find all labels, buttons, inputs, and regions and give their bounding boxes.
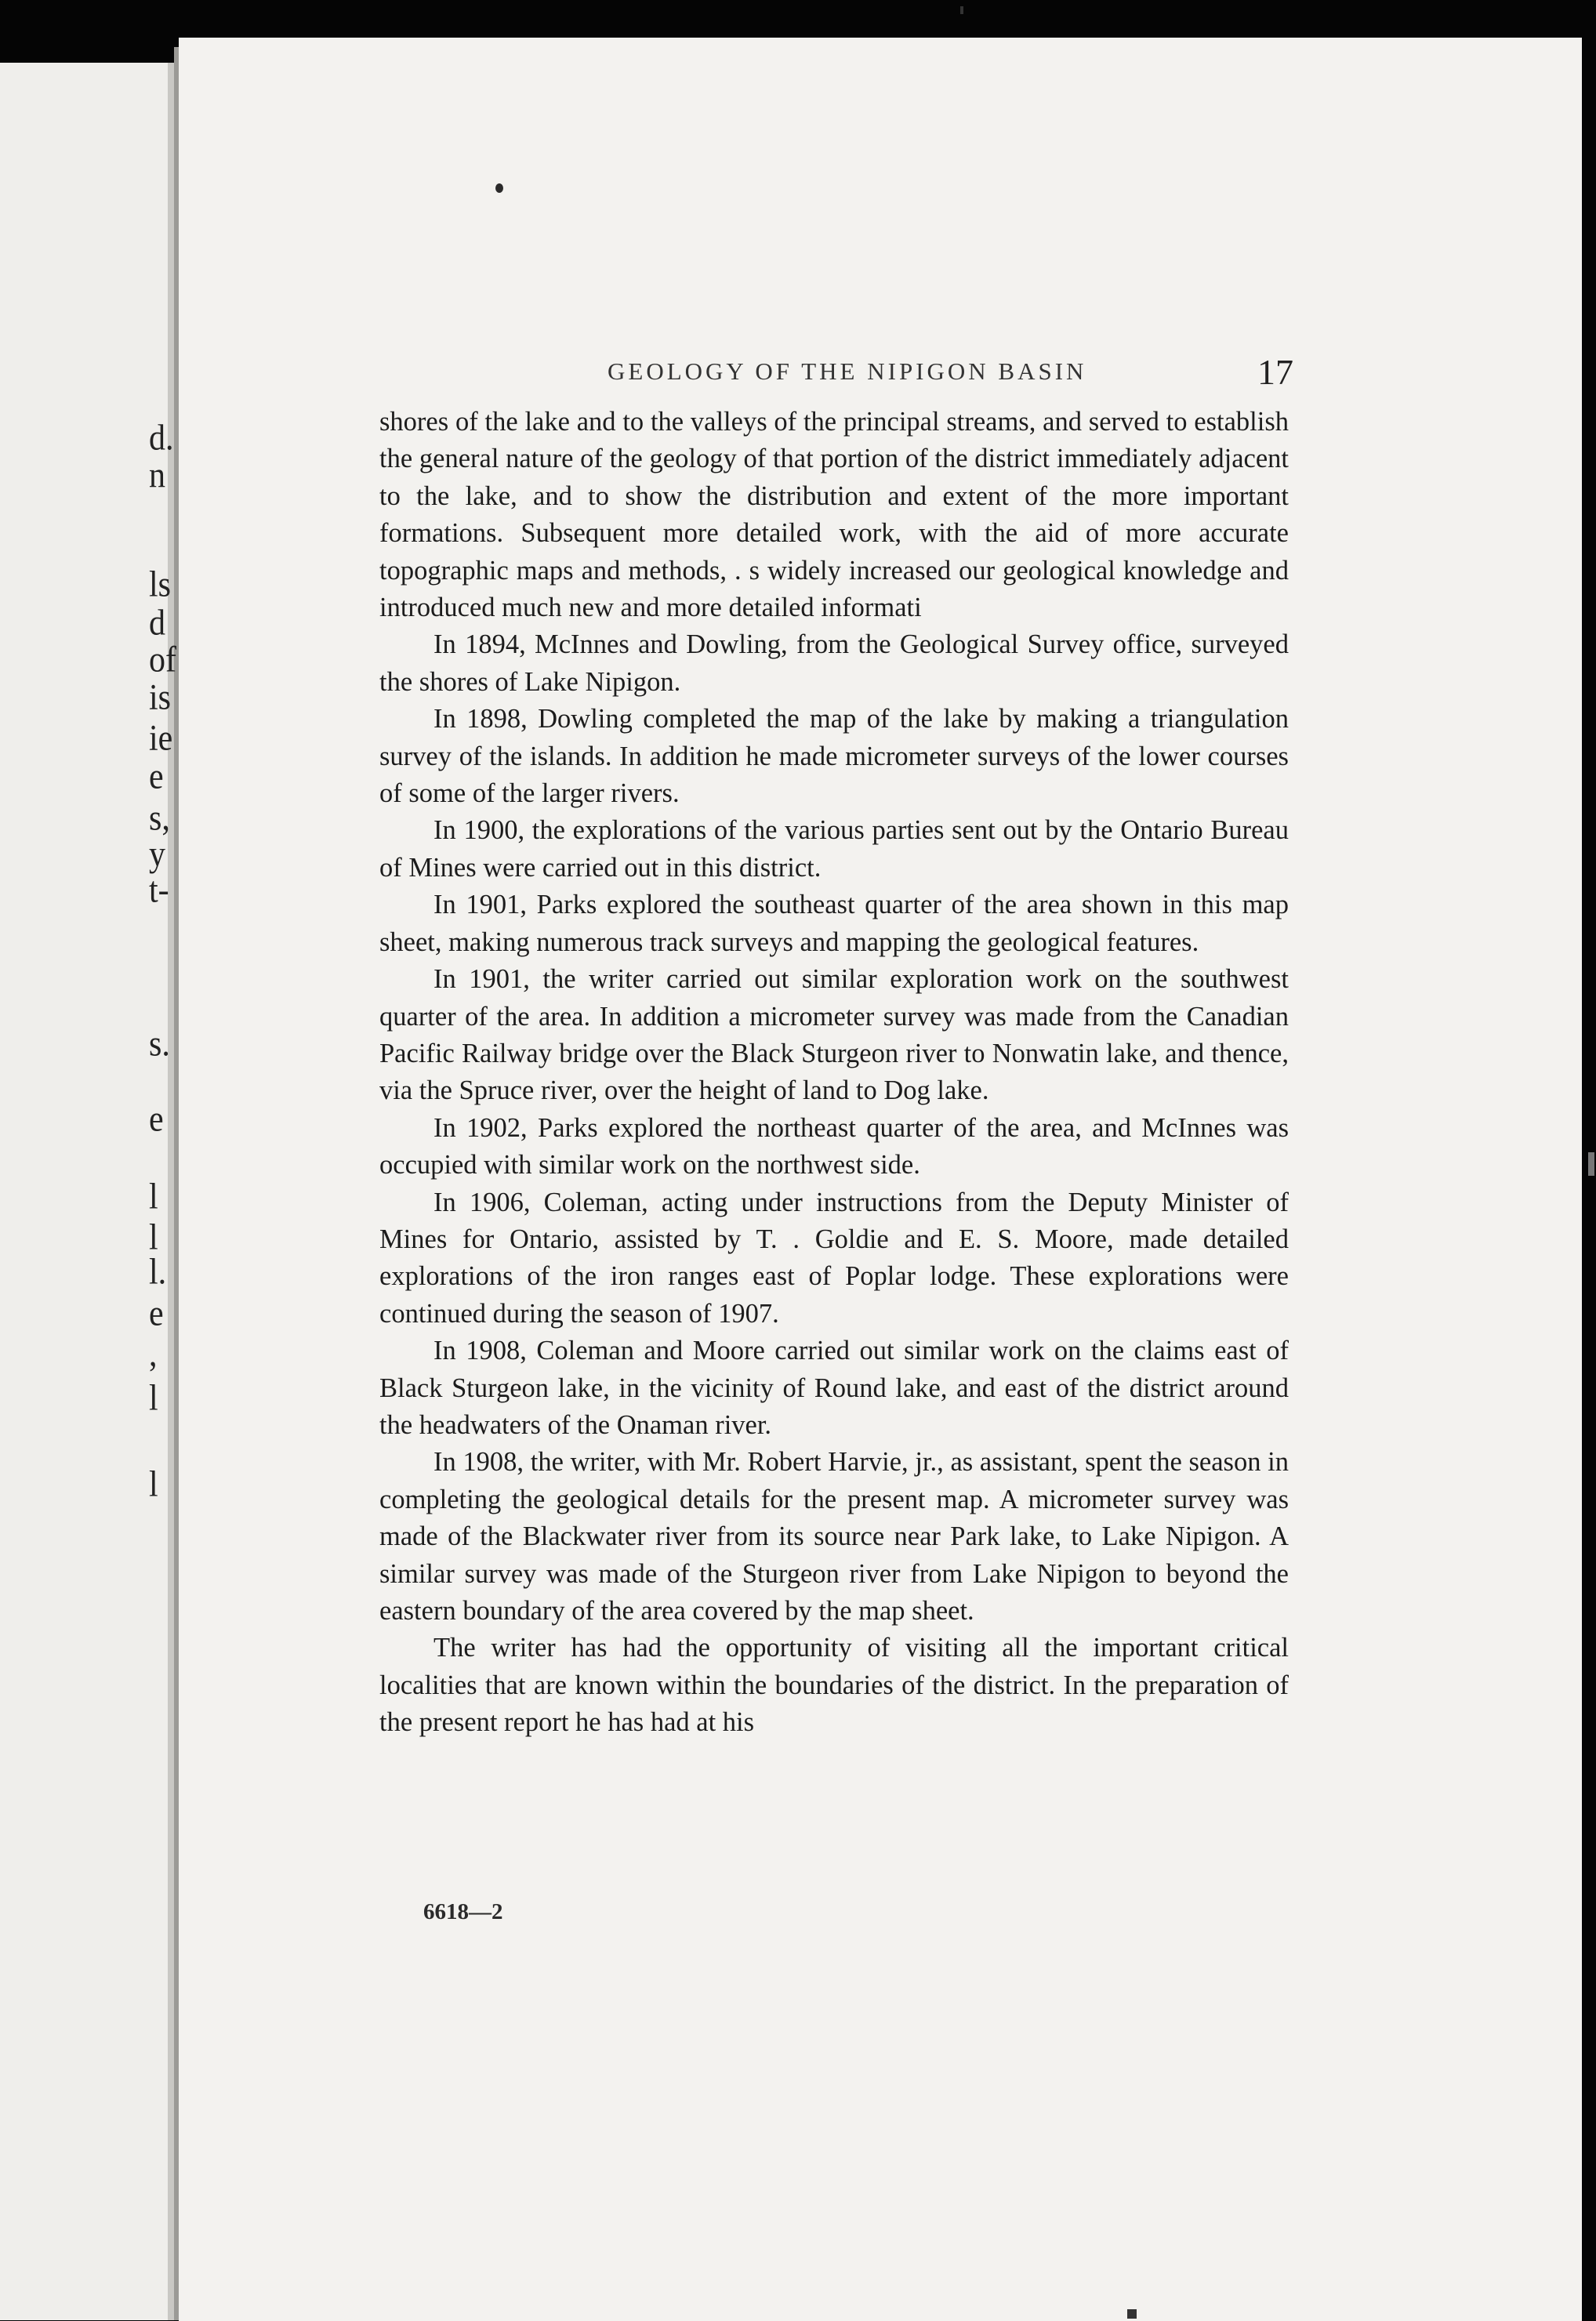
left-page-edge xyxy=(0,63,174,2320)
scan-speck xyxy=(1127,2309,1137,2319)
left-page-fragment: , xyxy=(149,1334,158,1375)
paragraph: In 1894, McInnes and Dowling, from the Geological Survey office, surveyed the shores of Lake Nipigon. xyxy=(379,629,1289,697)
paragraph: In 1902, Parks explored the northeast quarter of the area, and McInnes was occupied with similar work on the northwest side. xyxy=(379,1112,1289,1180)
paragraph: In 1908, Coleman and Moore carried out similar work on the claims east of Black Sturgeon lake, in the vicinity of Round lake, and east of the district around the headwaters of the Onaman river. xyxy=(379,1336,1289,1440)
paragraph: In 1901, the writer carried out similar exploration work on the southwest quarter of the area. In addition a micrometer survey was made from the Canadian Pacific Railway bridge over the Black Sturgeon river to Nonwatin lake, and thence, via the Spruce river, over the height of land to Dog lake. xyxy=(379,964,1289,1106)
left-page-fragment: l xyxy=(149,1378,158,1419)
paragraph: The writer has had the opportunity of visiting all the important critical localities that are known within the boundaries of the district. In the preparation of the present report he has had at his xyxy=(379,1633,1289,1738)
paragraph: In 1898, Dowling completed the map of the lake by making a triangulation survey of the islands. In addition he made micrometer surveys of the lower courses of some of the larger rivers. xyxy=(379,704,1289,809)
left-page-fragment: ls xyxy=(149,564,172,605)
left-page-fragment: n xyxy=(149,455,165,496)
left-page-fragment: l xyxy=(149,1217,158,1258)
left-page-fragment: t- xyxy=(149,870,169,911)
left-page-fragment: l xyxy=(149,1177,158,1217)
left-page-fragment: d. xyxy=(149,418,174,459)
paragraph: In 1900, the explorations of the various parties sent out by the Ontario Bureau of Mines were carried out in this district. xyxy=(379,815,1289,883)
left-page-fragment: l xyxy=(149,1464,158,1505)
left-page-fragment: s. xyxy=(149,1024,170,1064)
left-page-fragment: is xyxy=(149,677,172,718)
scan-speck xyxy=(960,6,963,14)
page-number: 17 xyxy=(1257,352,1293,392)
paragraph: shores of the lake and to the valleys of the principal streams, and served to establish the general nature of the geology of that portion of the district immediately adjacent to the lake, and to show the distribution and extent of the more important formations. Subsequent more detailed work, with the aid of more accurate topographic maps and methods, . s widely increased our geological knowledge and introduced much new and more detailed informati xyxy=(379,407,1289,623)
left-page-fragment: d xyxy=(149,603,165,644)
left-page-fragment: e xyxy=(149,1293,164,1334)
left-page-fold xyxy=(168,63,174,2320)
ink-dot xyxy=(495,183,503,193)
left-page-fragment: e xyxy=(149,1099,164,1140)
scan-speck xyxy=(1588,1152,1594,1176)
left-page-fragment: of xyxy=(149,640,176,680)
left-page-fragment: l. xyxy=(149,1252,167,1293)
left-page-fragment: s, xyxy=(149,798,170,839)
paragraph: In 1901, Parks explored the southeast quarter of the area shown in this map sheet, making numerous track surveys and mapping the geological features. xyxy=(379,890,1289,957)
paragraph: In 1906, Coleman, acting under instructions from the Deputy Minister of Mines for Ontario, assisted by T. . Goldie and E. S. Moore, made detailed explorations of the iron ranges east of Poplar lodge. These explorations were continued during the season of 1907. xyxy=(379,1187,1289,1329)
body-text xyxy=(379,404,1289,1742)
signature-mark: 6618—2 xyxy=(423,1899,503,1924)
left-page-fragment: ie xyxy=(149,718,173,759)
left-page-fragment: y xyxy=(149,834,165,875)
paragraph: In 1908, the writer, with Mr. Robert Harvie, jr., as assistant, spent the season in completing the geological details for the present map. A micrometer survey was made of the Blackwater river from its source near Park lake, to Lake Nipigon. A similar survey was made of the Sturgeon river from Lake Nipigon to beyond the eastern boundary of the area covered by the map sheet. xyxy=(379,1447,1289,1626)
left-page-fragment: e xyxy=(149,756,164,797)
running-head: GEOLOGY OF THE NIPIGON BASIN xyxy=(608,357,1087,385)
